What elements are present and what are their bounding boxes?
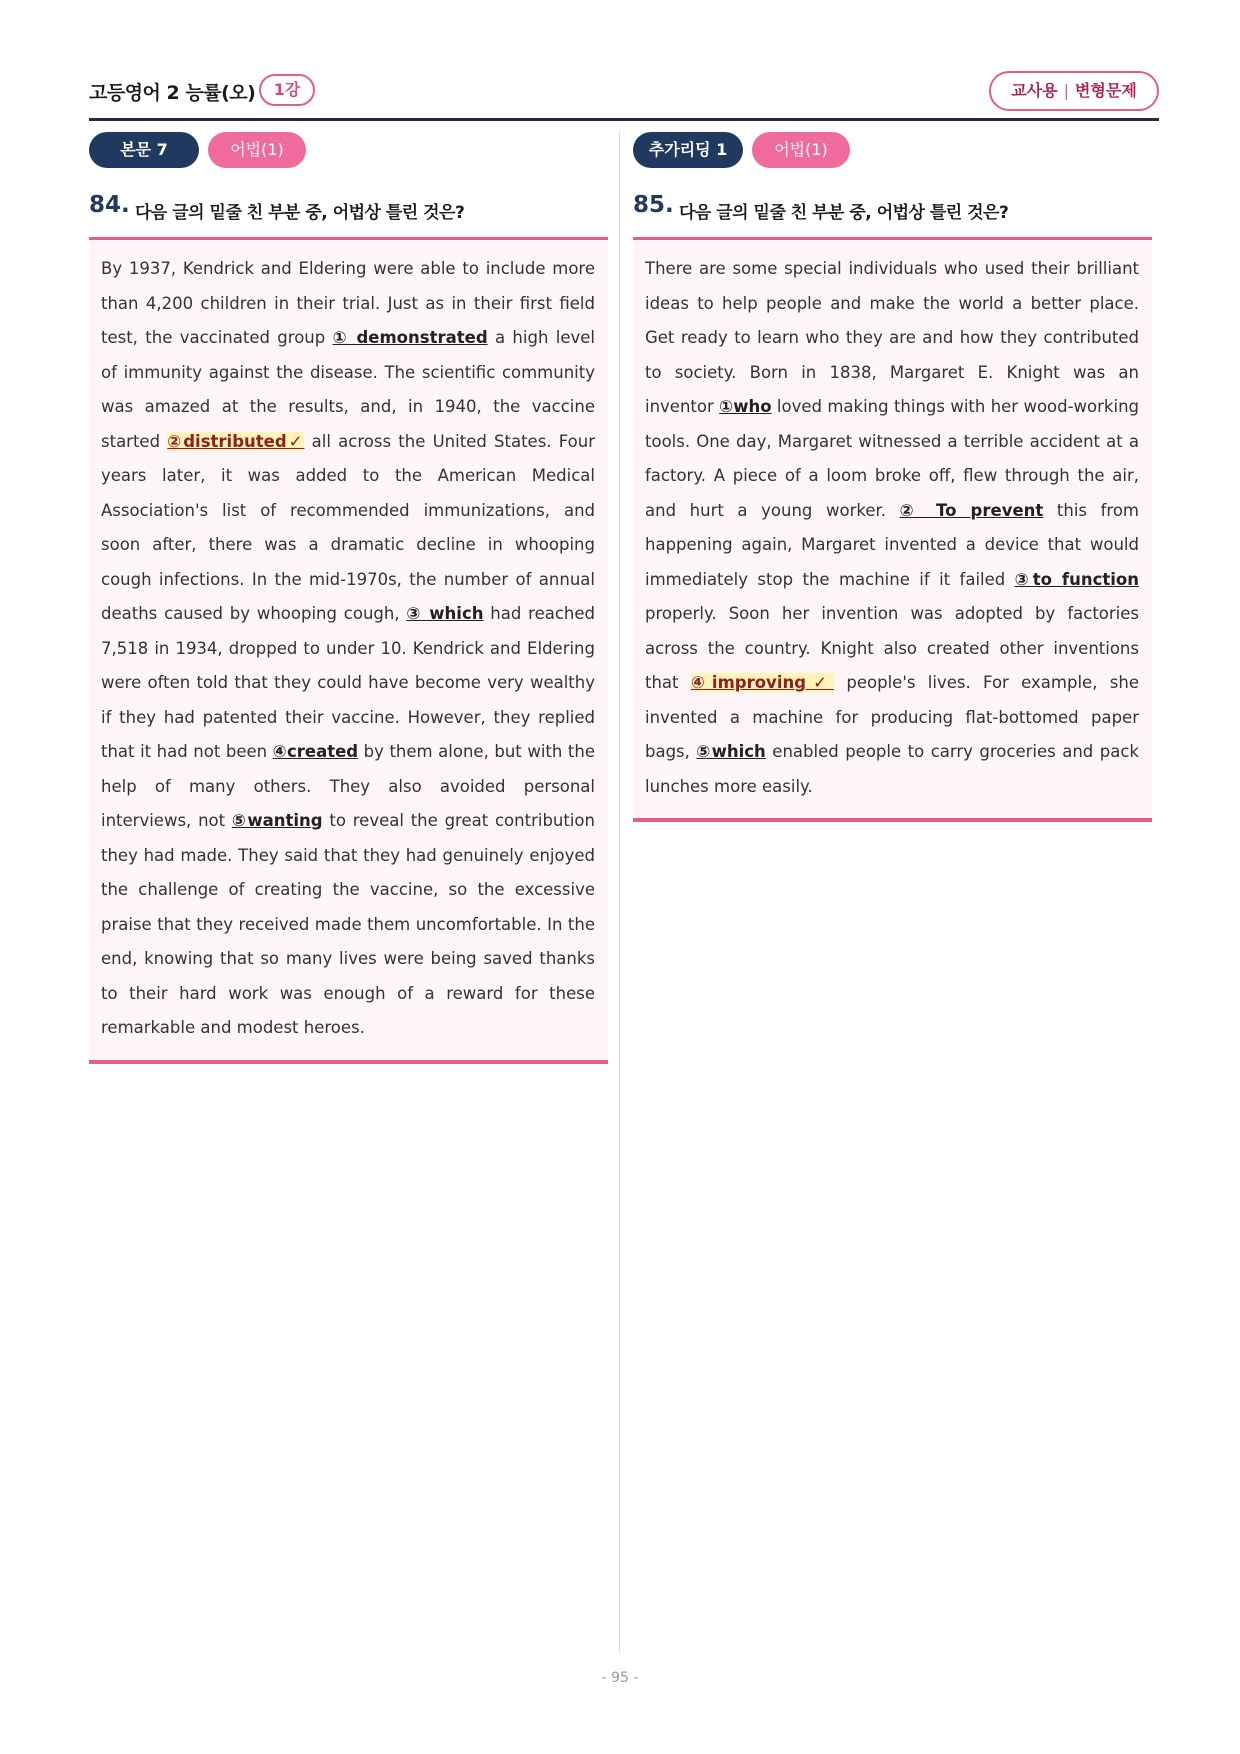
type-tag: 어법(1) — [208, 132, 306, 168]
underlined-choice: ①who — [719, 397, 772, 416]
underlined-choice: ③ which — [406, 604, 484, 623]
section-tag: 추가리딩 1 — [633, 132, 743, 168]
question-prompt: 다음 글의 밑줄 친 부분 중, 어법상 틀린 것은? — [679, 203, 1009, 223]
answer-choice-highlighted: ②distributed✓ — [167, 431, 305, 451]
page-number: - 95 - — [601, 1670, 639, 1686]
underlined-choice: ② To prevent — [899, 500, 1044, 520]
type-tag: 어법(1) — [752, 132, 850, 168]
underlined-choice: ③to function — [1014, 569, 1139, 589]
lesson-badge: 1강 — [259, 74, 315, 106]
passage-box — [633, 237, 1152, 822]
page-header — [89, 74, 1159, 114]
passage-segment: By 1937, Kendrick and Eldering were able to include more than 4,200 children in their trial. Just as in their first field test, the vaccinated group — [101, 259, 595, 347]
underlined-choice: ④created — [272, 742, 359, 761]
passage-text — [645, 252, 1139, 804]
section-tag: 본문 7 — [89, 132, 199, 168]
passage-segment: There are some special individuals who used their brilliant ideas to help people and make the world a better place. Get ready to learn who they are and how they contributed to society. Born in 1838, Margaret E. Knight was an inventor — [645, 259, 1139, 416]
question-column-left — [89, 132, 608, 1064]
header-rule — [89, 118, 1159, 121]
passage-box — [89, 237, 608, 1064]
tag-row — [89, 132, 608, 168]
passage-segment: had reached 7,518 in 1934, dropped to under 10. Kendrick and Eldering were often told that they could have become very wealthy if they had patented their vaccine. However, they replied that it had not been — [101, 604, 596, 761]
book-title: 고등영어 2 능률(오) — [89, 82, 256, 104]
question-number: 84. — [89, 192, 130, 218]
column-divider — [619, 132, 620, 1652]
badge-separator: | — [1063, 81, 1069, 100]
underlined-choice: ⑤wanting — [231, 811, 323, 830]
passage-segment: enabled people to carry groceries and pack lunches more easily. — [645, 742, 1139, 796]
question-heading — [89, 192, 608, 226]
passage-segment: loved making things with her wood-working tools. One day, Margaret witnessed a terrible accident at a factory. A piece of a loom broke off, flew through the air, and hurt a young worker. — [645, 397, 1140, 520]
tag-row — [633, 132, 1152, 168]
passage-text — [101, 252, 595, 1046]
doc-type-label: 변형문제 — [1074, 81, 1137, 100]
audience-label: 교사용 — [1011, 81, 1058, 100]
underlined-choice: ① demonstrated — [332, 328, 488, 347]
passage-segment: properly. Soon her invention was adopted by factories across the country. Knight also created other inventions that — [645, 604, 1139, 692]
question-number: 85. — [633, 192, 674, 218]
question-prompt: 다음 글의 밑줄 친 부분 중, 어법상 틀린 것은? — [135, 203, 465, 223]
answer-choice-highlighted: ④improving✓ — [690, 673, 835, 692]
underlined-choice: ⑤which — [696, 742, 766, 761]
passage-segment: people's lives. For example, she invented a machine for producing flat-bottomed paper bags, — [645, 673, 1139, 761]
passage-segment: this from happening again, Margaret invented a device that would immediately stop the machine if it failed — [645, 500, 1139, 589]
teacher-version-badge — [989, 71, 1159, 111]
passage-segment: all across the United States. Four years later, it was added to the American Medical Association's list of recommended immunizations, and soon after, there was a dramatic decline in whooping cough infections. In the mid-1970s, the number of annual deaths caused by whooping cough, — [101, 431, 595, 623]
question-column-right — [633, 132, 1152, 822]
question-heading — [633, 192, 1152, 226]
passage-segment: a high level of immunity against the disease. The scientific community was amazed at the results, and, in 1940, the vaccine started — [101, 328, 595, 451]
passage-segment: by them alone, but with the help of many others. They also avoided personal interviews, not — [101, 742, 595, 830]
passage-segment: to reveal the great contribution they had made. They said that they had genuinely enjoyed the challenge of creating the vaccine, so the excessive praise that they received made them uncomfortable. In the end, knowing that so many lives were being saved thanks to their hard work was enough of a reward for these remarkable and modest heroes. — [101, 811, 595, 1037]
